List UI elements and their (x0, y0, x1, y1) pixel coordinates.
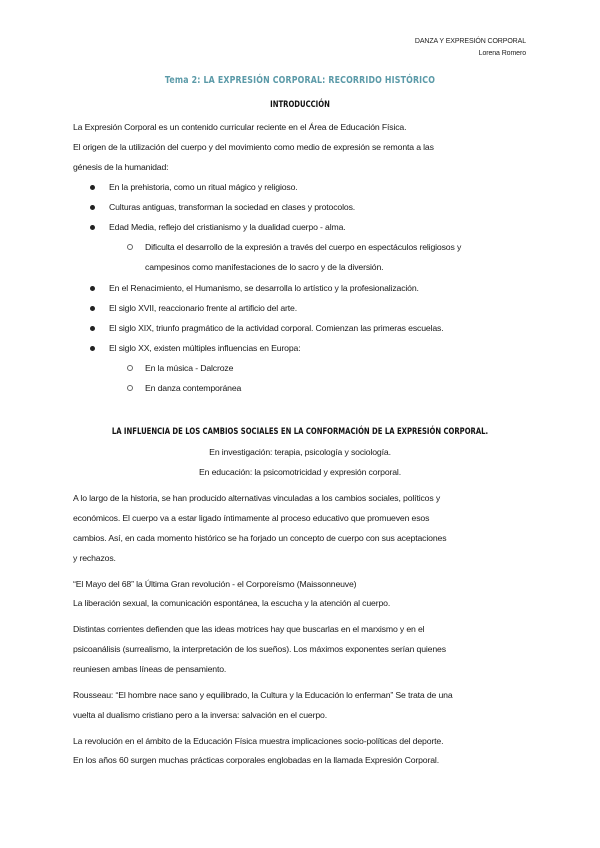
bullet-icon (90, 205, 95, 210)
list-item: Culturas antiguas, transforman la sociedad en clases y protocolos. (109, 202, 356, 212)
header-author: Lorena Romero (478, 50, 526, 57)
header-course: DANZA Y EXPRESIÓN CORPORAL (414, 38, 526, 45)
section-heading-introduccion: INTRODUCCIÓN (270, 100, 330, 110)
sub-list-item: Dificulta el desarrollo de la expresión a través del cuerpo en espectáculos religiosos y (145, 242, 462, 252)
list-item: En el Renacimiento, el Humanismo, se desarrolla lo artístico y la profesionalización. (109, 283, 419, 293)
paragraph: génesis de la humanidad: (73, 162, 169, 172)
paragraph-line: y rechazos. (73, 553, 116, 563)
paragraph-line: psicoanálisis (surrealismo, la interpretación de los sueños). Los máximos exponentes serían quienes (73, 644, 446, 654)
bullet-icon (90, 346, 95, 351)
sub-list-item-continuation: campesinos como manifestaciones de lo sacro y de la diversión. (145, 262, 384, 272)
paragraph-line: Distintas corrientes defienden que las ideas motrices hay que buscarlas en el marxismo y en el (73, 624, 425, 634)
paragraph-line: económicos. El cuerpo va a estar ligado íntimamente al proceso educativo que promueven esos (73, 513, 430, 523)
paragraph-line: “El Mayo del 68” la Última Gran revolución - el Corporeísmo (Maissonneuve) (73, 579, 357, 589)
paragraph-line: La liberación sexual, la comunicación espontánea, la escucha y la atención al cuerpo. (73, 598, 391, 608)
circle-bullet-icon (127, 385, 133, 391)
bullet-icon (90, 225, 95, 230)
bullet-icon (90, 185, 95, 190)
sub-list-item: En la música - Dalcroze (145, 363, 234, 373)
paragraph: La Expresión Corporal es un contenido curricular reciente en el Área de Educación Física. (73, 122, 407, 132)
bullet-icon (90, 286, 95, 291)
bullet-icon (90, 326, 95, 331)
list-item: En la prehistoria, como un ritual mágico y religioso. (109, 182, 298, 192)
bullet-icon (90, 306, 95, 311)
paragraph-line: Rousseau: “El hombre nace sano y equilibrado, la Cultura y la Educación lo enferman” Se trata de una (73, 690, 453, 700)
list-item: Edad Media, reflejo del cristianismo y la dualidad cuerpo - alma. (109, 222, 346, 232)
paragraph-line: En los años 60 surgen muchas prácticas corporales englobadas en la llamada Expresión Corporal. (73, 755, 439, 765)
paragraph-line: vuelta al dualismo cristiano pero a la inversa: salvación en el cuerpo. (73, 710, 327, 720)
section-heading-influencia: LA INFLUENCIA DE LOS CAMBIOS SOCIALES EN LA CONFORMACIÓN DE LA EXPRESIÓN CORPORAL. (111, 427, 489, 437)
document-title: Tema 2: LA EXPRESIÓN CORPORAL: RECORRIDO HISTÓRICO (164, 75, 436, 86)
paragraph-line: La revolución en el ámbito de la Educación Física muestra implicaciones socio-políticas del deporte. (73, 736, 444, 746)
paragraph: El origen de la utilización del cuerpo y del movimiento como medio de expresión se remonta a las (73, 142, 434, 152)
centered-line: En investigación: terapia, psicología y sociología. (209, 447, 391, 457)
paragraph-line: reuniesen ambas líneas de pensamiento. (73, 664, 227, 674)
list-item: El siglo XIX, triunfo pragmático de la actividad corporal. Comienzan las primeras escuelas. (109, 323, 444, 333)
circle-bullet-icon (127, 244, 133, 250)
page-header (415, 36, 526, 60)
list-item: El siglo XX, existen múltiples influencias en Europa: (109, 343, 301, 353)
list-item: El siglo XVII, reaccionario frente al artificio del arte. (109, 303, 297, 313)
paragraph-line: cambios. Así, en cada momento histórico se ha forjado un concepto de cuerpo con sus aceptaciones (73, 533, 447, 543)
paragraph-line: A lo largo de la historia, se han producido alternativas vinculadas a los cambios sociales, políticos y (73, 493, 441, 503)
circle-bullet-icon (127, 365, 133, 371)
centered-line: En educación: la psicomotricidad y expresión corporal. (199, 467, 401, 477)
sub-list-item: En danza contemporánea (145, 383, 242, 393)
